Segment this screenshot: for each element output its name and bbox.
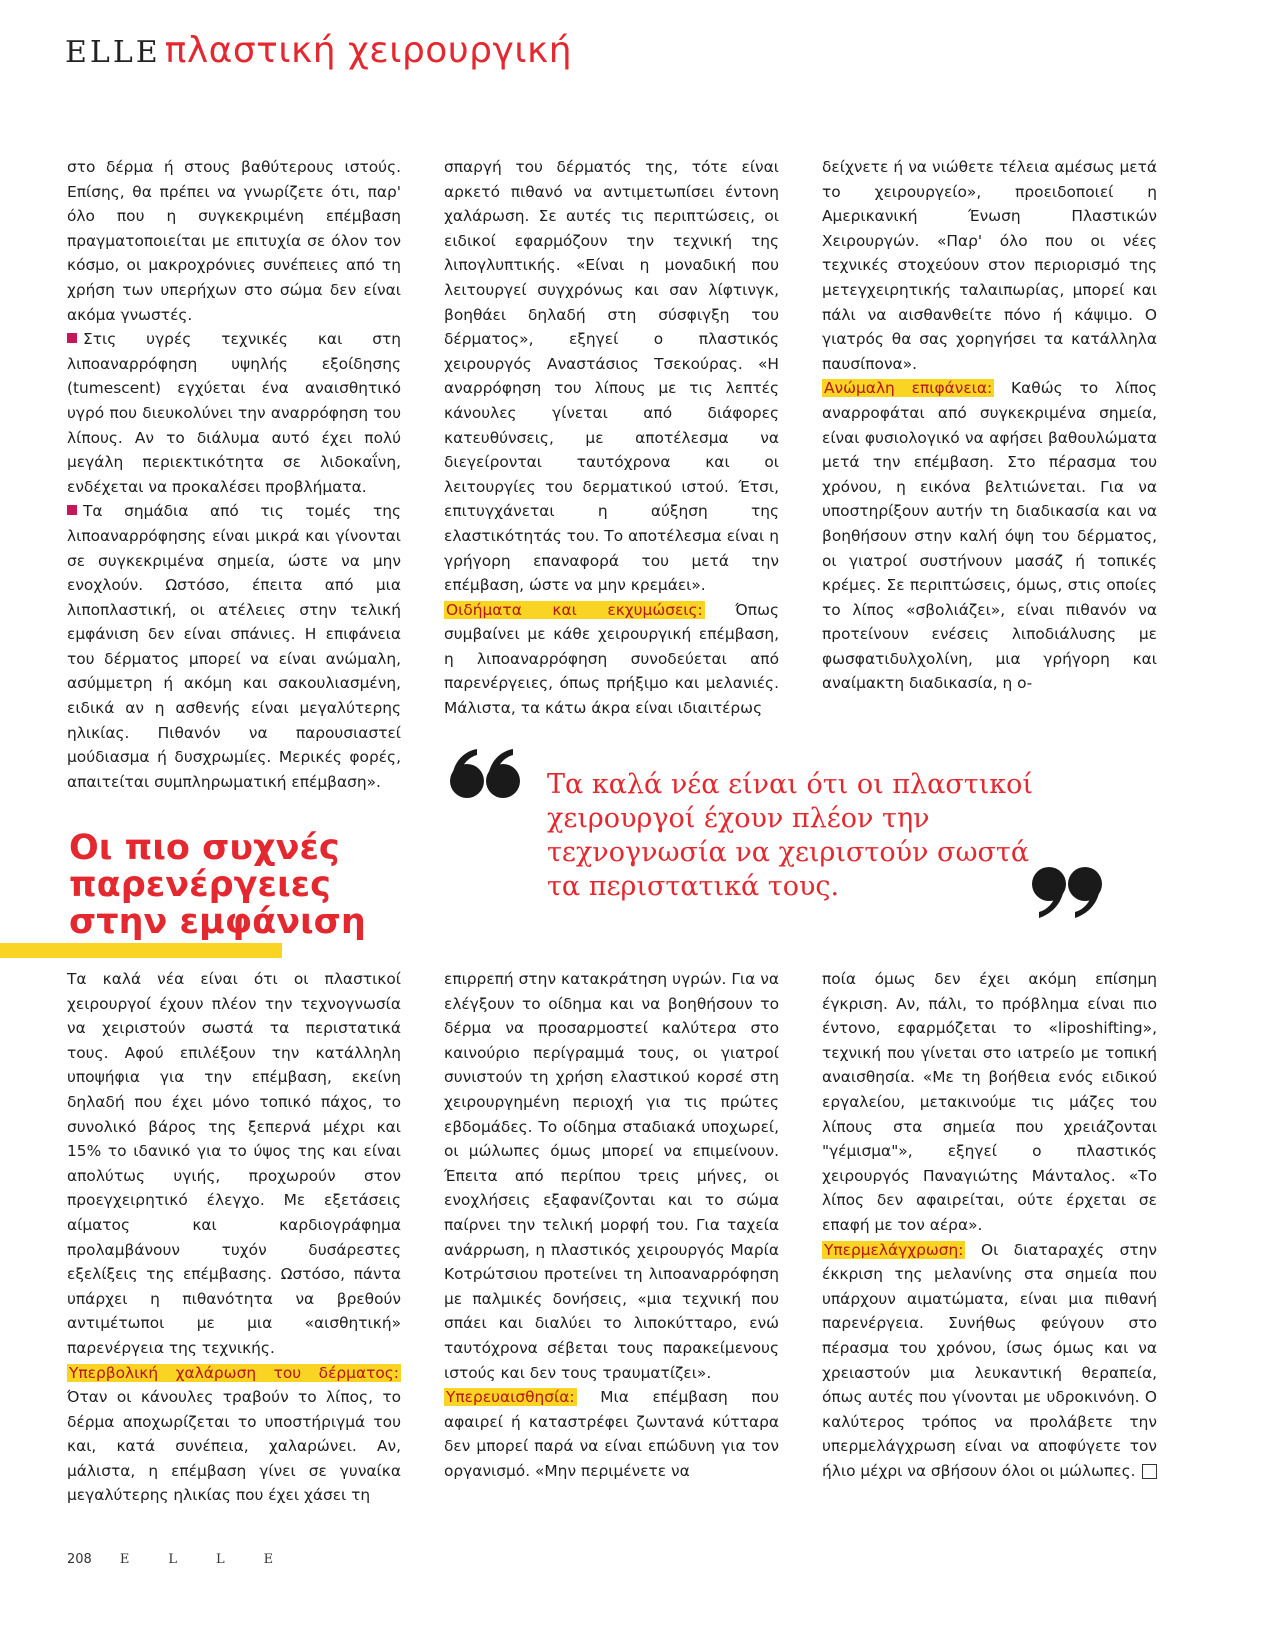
column-2-bottom	[444, 967, 779, 1483]
end-mark-icon	[1142, 1464, 1157, 1479]
section-title: πλαστική χειρουργική	[164, 30, 573, 71]
column-1-bottom	[67, 967, 401, 1508]
paragraph: Υπερευαισθησία: Μια επέμβαση που αφαιρεί ή καταστρέφει ζωντανά κύτταρα δεν μπορεί παρά να είναι επώδυνη για τον οργανισμό. «Μην περιμένετε να	[444, 1388, 779, 1480]
paragraph: Υπερμελάγχρωση: Οι διαταραχές στην έκκριση της μελανίνης στα σημεία που υπάρχουν αιματώματα, είναι μια πιθανή παρενέργεια. Συνήθως φεύγουν στο πέρασμα του χρόνου, ίσως όμως και να χρειαστούν μια λευκαντική θεραπεία, όπως αυτές που γίνονται με υδροκινόνη. Ο καλύτερος τρόπος να προλάβετε την υπερμελάγχρωση είναι να αποφύγετε τον ήλιο μέχρι να σβήσουν όλοι οι μώλωπες.	[822, 1240, 1157, 1480]
highlighted-heading: Οιδήματα και εκχυμώσεις:	[446, 600, 703, 619]
paragraph: δείχνετε ή να νιώθετε τέλεια αμέσως μετά το χειρουργείο», προειδοποιεί η Αμερικανική Ένωση Πλαστικών Χειρουργών. «Παρ' όλο που οι νέες τεχνικές στοχεύουν στον περιορισμό της μετεγχειρητικής ταλαιπωρίας, μπορεί και πάλι να αισθανθείτε πόνο ή κάψιμο. Ο γιατρός θα σας χορηγήσει τα κατάλληλα παυσίπονα».	[822, 158, 1157, 373]
paragraph: ποία όμως δεν έχει ακόμη επίσημη έγκριση. Αν, πάλι, το πρόβλημα είναι πιο έντονο, εφαρμόζεται το «liposhifting», τεχνική που γίνεται στο ιατρείο με τοπική αναισθησία. «Με τη βοήθεια ενός ειδικού εργαλείου, μετακινούμε τις μάζες του λίπους στα σημεία που χρειάζονται "γέμισμα"», εξηγεί ο πλαστικός χειρουργός Παναγιώτης Μάνταλος. «Το λίπος δεν αφαιρείται, ούτε έρχεται σε επαφή με τον αέρα».	[822, 970, 1157, 1234]
paragraph: Οιδήματα και εκχυμώσεις: Όπως συμβαίνει με κάθε χειρουργική επέμβαση, η λιποαναρρόφηση συνοδεύεται από παρενέργειες, όπως πρήξιμο και μελανιές. Μάλιστα, τα κάτω άκρα είναι ιδιαιτέρως	[444, 600, 779, 718]
paragraph: Υπερβολική χαλάρωση του δέρματος: Όταν οι κάνουλες τραβούν το λίπος, το δέρμα αποχωρίζεται το υποστήριγμά του και, κατά συνέπεια, χαλαρώνει. Αν, μάλιστα, η επέμβαση γίνει σε γυναίκα μεγαλύτερης ηλικίας που έχει χάσει τη	[67, 1363, 401, 1505]
column-1-top	[67, 155, 401, 794]
paragraph: Ανώμαλη επιφάνεια: Καθώς το λίπος αναρροφάται από συγκεκριμένα σημεία, είναι φυσιολογικό να αφήσει βαθουλώματα μετά την επέμβαση. Στο πέρασμα του χρόνου, η εικόνα βελτιώνεται. Για να υποστηρίξουν αυτήν τη διαδικασία και να βοηθήσουν στην καλή όψη του δέρματος, οι γιατροί συστήνουν μασάζ ή τοπικές κρέμες. Σε περιπτώσεις, όμως, στις οποίες το λίπος «σβολιάζει», είναι πιθανόν να προτείνουν ενέσεις λιποδιάλυσης με φωσφατιδυλχολίνη, μια γρήγορη και αναίμακτη διαδικασία, η ο-	[822, 379, 1157, 693]
pull-quote: Τα καλά νέα είναι ότι οι πλαστικοί χειρουργοί έχουν πλέον την τεχνογνωσία να χειριστούν σωστά τα περιστατικά τους.	[547, 769, 1034, 902]
paragraph: σπαργή του δέρματός της, τότε είναι αρκετό πιθανό να αντιμετωπίσει έντονη χαλάρωση. Σε αυτές τις περιπτώσεις, οι ειδικοί εφαρμόζουν την τεχνική της λιπογλυπτικής. «Είναι η μοναδική που λειτουργεί συγχρόνως και σαν λίφτινγκ, βοηθάει δηλαδή στη σύσφιγξη του δέρματος», εξηγεί ο πλαστικός χειρουργός Αναστάσιος Τσεκούρας. «Η αναρρόφηση του λίπους με τις λεπτές κάνουλες γίνεται από διάφορες κατευθύνσεις, με αποτέλεσμα να διεγείρονται ταυτόχρονα και οι λειτουργίες του δερματικού ιστού. Έτσι, επιτυγχάνεται η αύξηση της ελαστικότητάς του. Το αποτέλεσμα είναι η γρήγορη επαναφορά του μετά την επέμβαση, ώστε να μην κρεμάει».	[444, 158, 779, 595]
highlighted-heading: Ανώμαλη επιφάνεια:	[824, 379, 993, 398]
column-3-bottom	[822, 967, 1157, 1483]
paragraph: στο δέρμα ή στους βαθύτερους ιστούς. Επίσης, θα πρέπει να γνωρίζετε ότι, παρ' όλο που η συγκεκριμένη επέμβαση πραγματοποιείται με επιτυχία σε όλον τον κόσμο, οι μακροχρόνιες συνέπειες από τη χρήση των υπερήχων στο σώμα δεν είναι ακόμα γνωστές.	[67, 158, 401, 324]
bullet-square-icon	[67, 505, 77, 515]
bullet-paragraph: Τα σημάδια από τις τομές της λιποαναρρόφησης είναι μικρά και γίνονται σε συγκεκριμένα σημεία, ώστε να μην ενοχλούν. Ωστόσο, έπειτα από μια λιποπλαστική, οι ατέλειες στην τελική εμφάνιση δεν είναι σπάνιες. Η επιφάνεια του δέρματος μπορεί να είναι ανώμαλη, ασύμμετρη ή ακόμη και σακουλιασμένη, ειδικά αν η ασθενής είναι μεγαλύτερης ηλικίας. Πιθανόν να παρουσιαστεί μούδιασμα ή δυσχρωμίες. Μερικές φορές, απαιτείται συμπληρωματική επέμβαση».	[67, 502, 401, 791]
subheading: Οι πιο συχνές παρενέργειες στην εμφάνιση	[69, 828, 366, 942]
paragraph: Τα καλά νέα είναι ότι οι πλαστικοί χειρουργοί έχουν πλέον την τεχνογνωσία να χειριστούν σωστά τα περιστατικά τους. Αφού επιλέξουν την κατάλληλη υποψήφια για την επέμβαση, εκείνη δηλαδή που έχει μόνο τοπικό πάχος, το συνολικό βάρος της ξεπερνά μέχρι και 15% το ιδανικό για το ύψος της και είναι απολύτως υγιής, προχωρούν στον προεγχειρητικό έλεγχο. Με εξετάσεις αίματος και καρδιογράφημα προλαμβάνουν τυχόν δυσάρεστες εξελίξεις της επέμβασης. Ωστόσο, πάντα υπάρχει η πιθανότητα να βρεθούν αντιμέτωποι με μια «αισθητική» παρενέργεια της τεχνικής.	[67, 970, 401, 1357]
page-header	[65, 30, 572, 80]
footer-logo-letter: E	[119, 1552, 131, 1567]
highlighted-heading: Υπερμελάγχρωση:	[824, 1240, 964, 1259]
open-quote-icon	[447, 745, 527, 805]
page-footer	[67, 1552, 312, 1567]
highlighted-heading: Υπερβολική χαλάρωση του δέρματος:	[69, 1363, 399, 1382]
bullet-square-icon	[67, 333, 77, 343]
footer-logo-letter: E	[263, 1552, 275, 1567]
yellow-accent-bar	[0, 943, 282, 958]
close-quote-icon	[1027, 862, 1107, 922]
bullet-paragraph: Στις υγρές τεχνικές και στη λιποαναρρόφηση υψηλής εξοίδησης (tumescent) εγχύεται ένα αναισθητικό υγρό που διευκολύνει την αναρρόφηση του λίπους. Αν το διάλυμα αυτό έχει πολύ μεγάλη περιεκτικότητα σε λιδοκαΐνη, ενδέχεται να προκαλέσει προβλήματα.	[67, 330, 401, 496]
page-number: 208	[67, 1552, 92, 1567]
footer-logo-letter: L	[168, 1552, 178, 1567]
paragraph: επιρρεπή στην κατακράτηση υγρών. Για να ελέγξουν το οίδημα και να βοηθήσουν το δέρμα να προσαρμοστεί καλύτερα στο καινούριο περίγραμμά τους, οι γιατροί συνιστούν τη χρήση ελαστικού κορσέ στη χειρουργημένη περιοχή για τις πρώτες εβδομάδες. Το οίδημα σταδιακά υποχωρεί, οι μώλωπες όμως μπορεί να επιμείνουν. Έπειτα από περίπου τρεις μήνες, οι ενοχλήσεις εξαφανίζονται και το σώμα παίρνει την τελική μορφή του. Για ταχεία ανάρρωση, η πλαστικός χειρουργός Μαρία Κοτρώτσιου προτείνει τη λιποαναρρόφηση με παλμικές δονήσεις, «μια τεχνική που σπάει και διαλύει το λιποκύτταρο, ενώ ταυτόχρονα σέβεται τους παρακείμενους ιστούς και δεν τους τραυματίζει».	[444, 970, 779, 1382]
column-3-top	[822, 155, 1157, 696]
highlighted-heading: Υπερευαισθησία:	[446, 1388, 575, 1407]
footer-logo-letter: L	[215, 1552, 226, 1567]
column-2-top	[444, 155, 779, 721]
magazine-logo: ELLE	[65, 35, 161, 70]
